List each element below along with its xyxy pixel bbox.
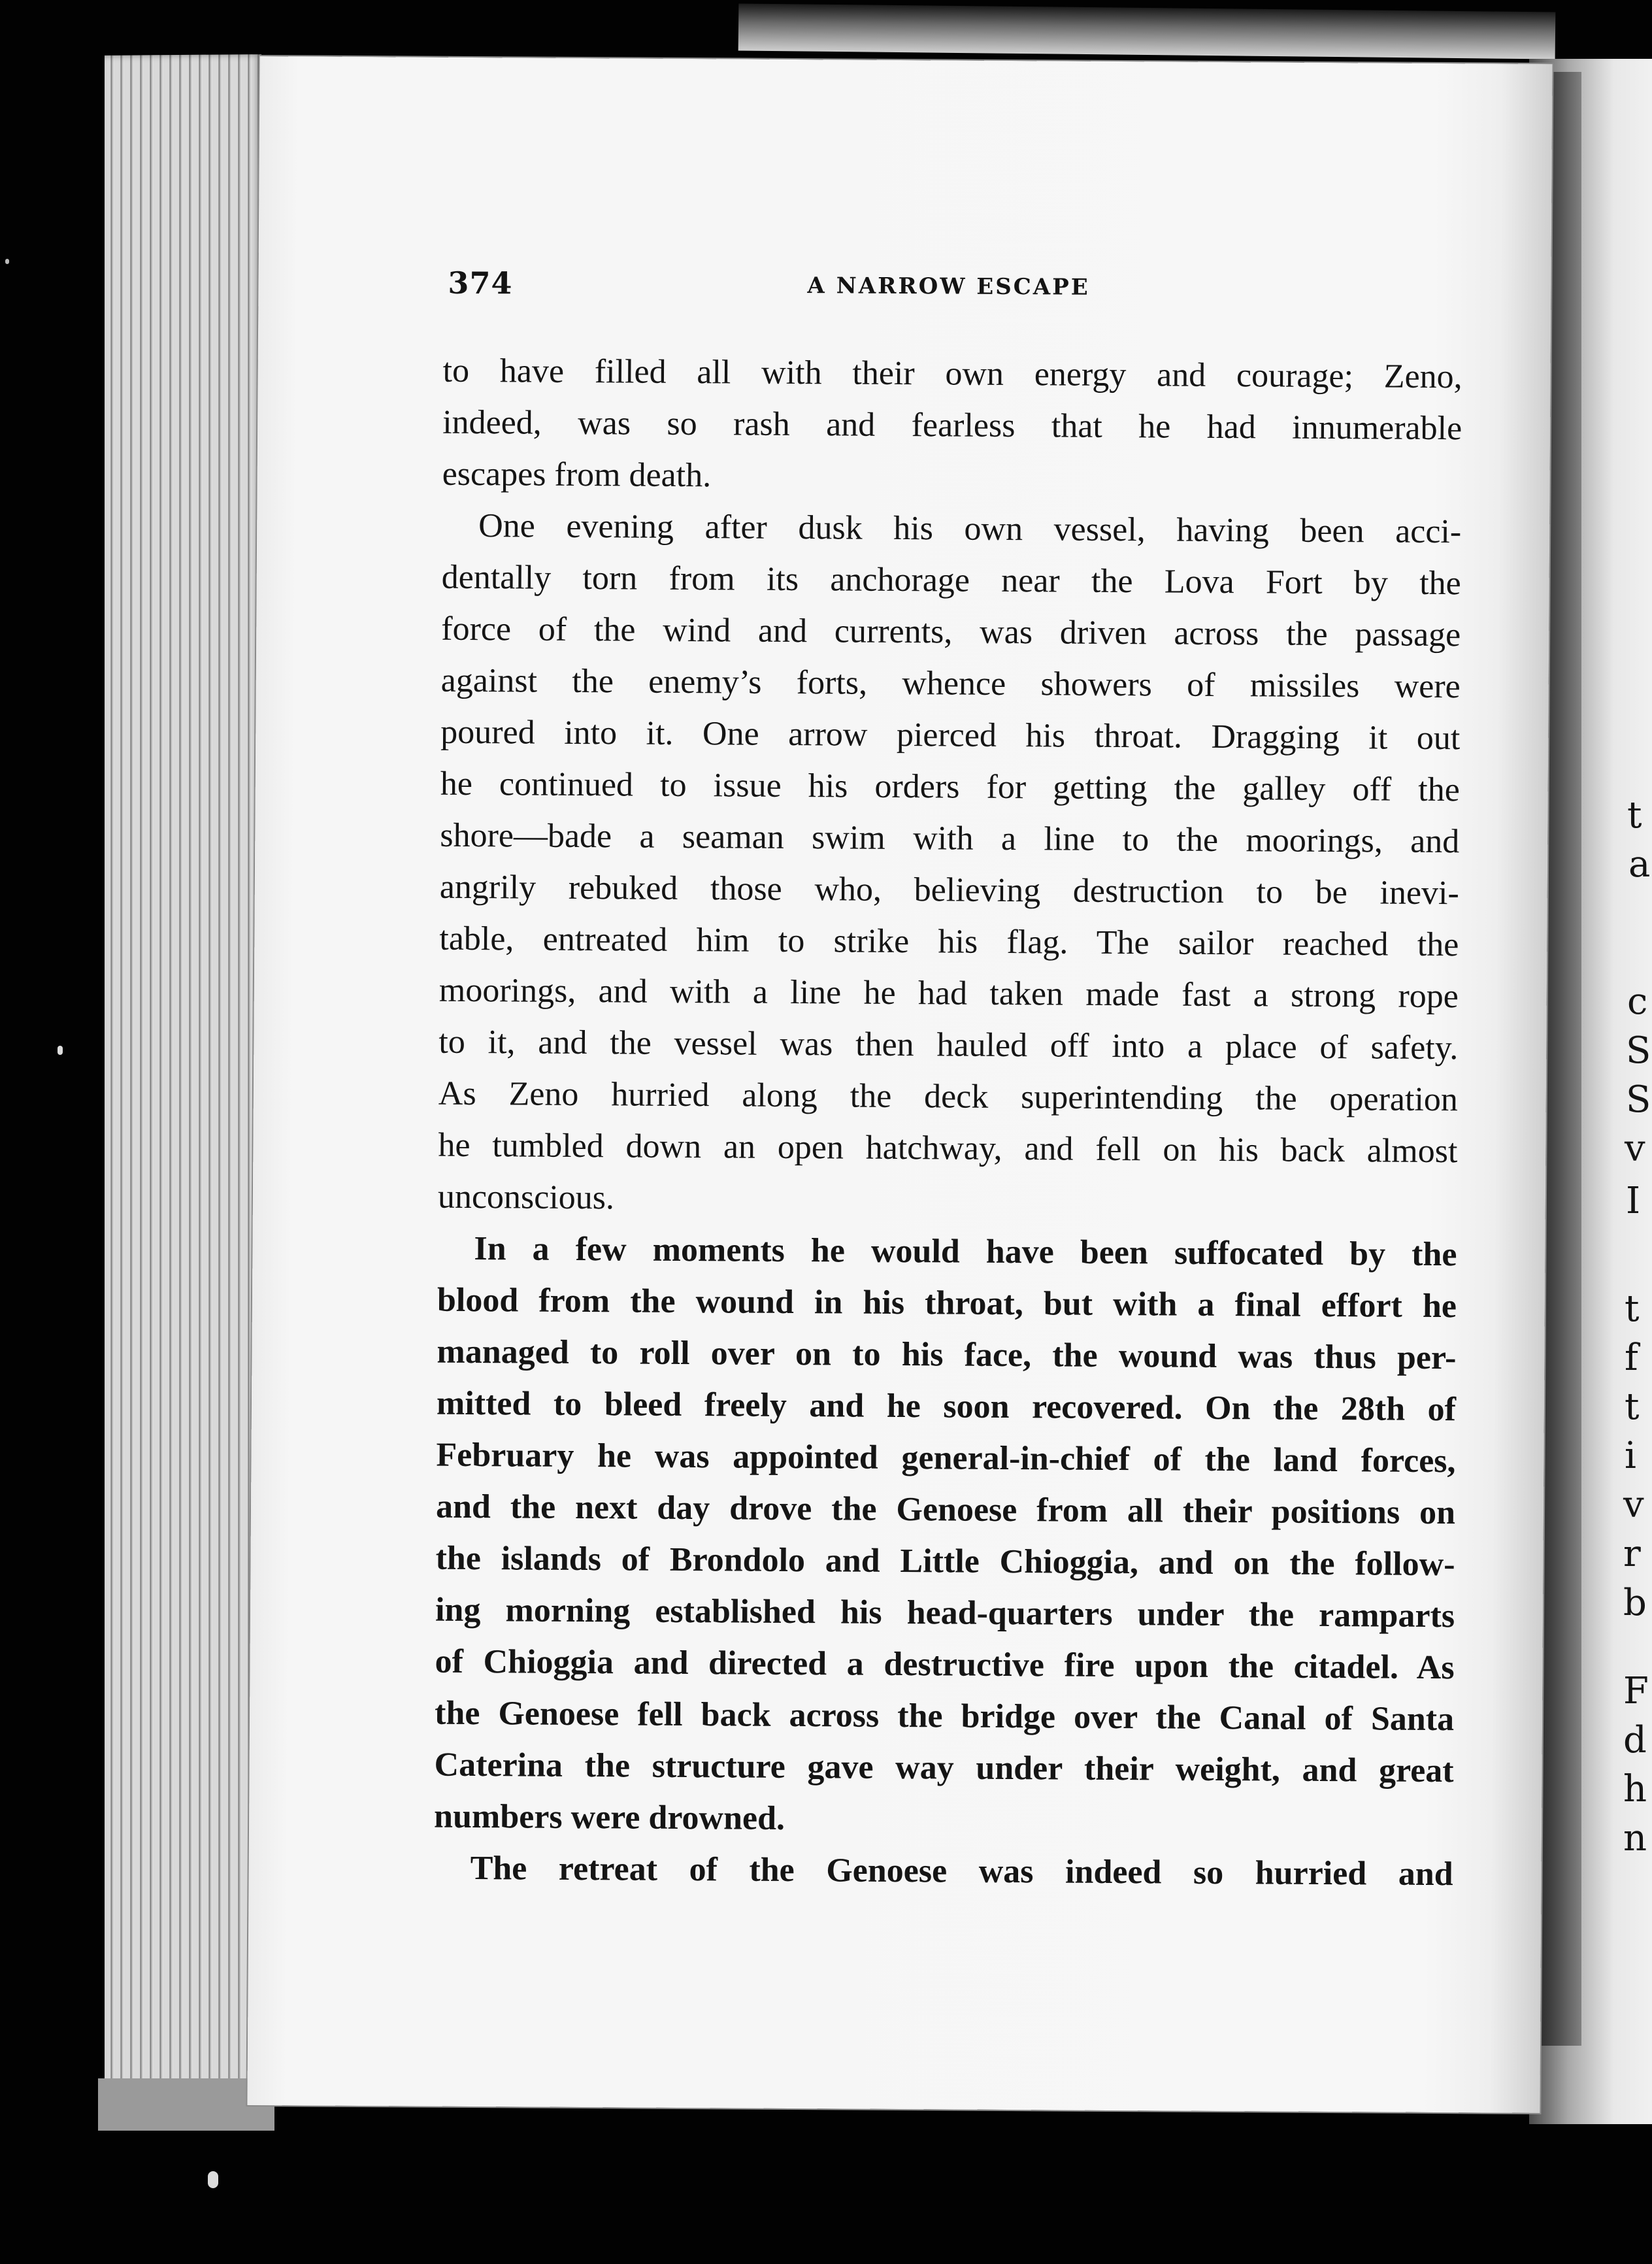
text-line: numbers were drowned. (433, 1797, 785, 1837)
facing-page-fragment: t (1627, 794, 1642, 837)
chapter-title: A NARROW ESCAPE (807, 273, 1090, 301)
text-line: the Genoese fell back across the bridge over the Canal of Santa (434, 1694, 1455, 1739)
text-line: The retreat of the Genoese was indeed so hurried and (470, 1850, 1453, 1893)
text-line: he continued to issue his orders for getting the galley off the (440, 765, 1460, 809)
text-line: to have filled all with their own energy and courage; Zeno, (442, 352, 1462, 396)
facing-page-fragment: v (1625, 1127, 1645, 1170)
text-line: to it, and the vessel was then hauled off into a place of safety. (438, 1023, 1459, 1067)
text-line: mitted to bleed freely and he soon recovered. On the 28th of (436, 1384, 1457, 1429)
text-line: Caterina the structure gave way under their weight, and great (434, 1746, 1454, 1790)
top-leaf-edges (738, 3, 1556, 59)
text-line: angrily rebuked those who, believing destruction to be inevi- (439, 868, 1459, 912)
text-line: of Chioggia and directed a destructive fire upon the citadel. As (435, 1642, 1455, 1687)
running-head (448, 265, 1480, 318)
text-line: the islands of Brondolo and Little Chioggia, and on the follow- (435, 1539, 1455, 1584)
text-line: indeed, was so rash and fearless that he had innumerable (442, 403, 1462, 448)
text-line: escapes from death. (442, 455, 712, 495)
scan-speck (5, 259, 9, 264)
body-text (433, 345, 1462, 1900)
text-line: blood from the wound in his throat, but with a final effort he (437, 1281, 1457, 1325)
text-line: moorings, and with a line he had taken made fast a strong rope (438, 971, 1459, 1016)
facing-page-fragment: S (1626, 1078, 1651, 1121)
facing-page-fragment: t (1625, 1288, 1640, 1330)
text-line: shore—bade a seaman swim with a line to the moorings, and (440, 816, 1460, 861)
book-page (247, 56, 1552, 2113)
text-line: unconscious. (437, 1178, 615, 1217)
facing-page-fragment: b (1623, 1582, 1647, 1624)
text-line: February he was appointed general-in-chief of the land forces, (436, 1436, 1456, 1480)
text-line: against the enemy’s forts, whence showers of missiles were (440, 661, 1461, 706)
facing-page-fragment: f (1625, 1337, 1638, 1379)
paragraph (433, 1842, 1453, 1901)
facing-page-fragment: t (1625, 1386, 1640, 1428)
text-line: poured into it. One arrow pierced his throat. Dragging it out (440, 713, 1461, 757)
text-line: managed to roll over on to his face, the wound was thus per- (437, 1333, 1457, 1377)
text-line: dentally torn from its anchorage near the Lova Fort by the (441, 558, 1461, 603)
facing-page-fragment: i (1625, 1435, 1636, 1477)
text-line: force of the wind and currents, was driven across the passage (441, 610, 1461, 654)
scan-speck (58, 1046, 63, 1055)
left-page-edges (105, 54, 261, 2114)
facing-page-fragment: h (1623, 1768, 1647, 1810)
scan-speck (208, 2171, 218, 2188)
facing-page-fragment: a (1628, 843, 1651, 886)
facing-page-fragment: d (1623, 1719, 1647, 1761)
facing-page-fragment: I (1626, 1180, 1641, 1222)
text-line: In a few moments he would have been suffocated by the (474, 1230, 1457, 1274)
facing-page-fragment: v (1623, 1484, 1644, 1526)
text-line: table, entreated him to strike his flag. The sailor reached the (439, 920, 1459, 964)
text-line: he tumbled down an open hatchway, and fell on his back almost (438, 1126, 1458, 1171)
paragraph (434, 1223, 1457, 1849)
page-number: 374 (448, 265, 513, 301)
paragraph (442, 345, 1462, 507)
facing-page-fragment: n (1623, 1817, 1647, 1859)
facing-page-fragment: r (1623, 1533, 1641, 1575)
text-line: and the next day drove the Genoese from all their positions on (435, 1488, 1456, 1532)
text-line: As Zeno hurried along the deck superintending the operation (438, 1074, 1459, 1119)
text-line: One evening after dusk his own vessel, having been acci- (478, 507, 1462, 551)
facing-page-fragment: S (1626, 1029, 1651, 1072)
facing-page-fragment: c (1627, 980, 1648, 1023)
facing-page-fragment: F (1623, 1670, 1649, 1712)
paragraph (438, 500, 1462, 1229)
text-line: ing morning established his head-quarters under the ramparts (435, 1591, 1455, 1635)
